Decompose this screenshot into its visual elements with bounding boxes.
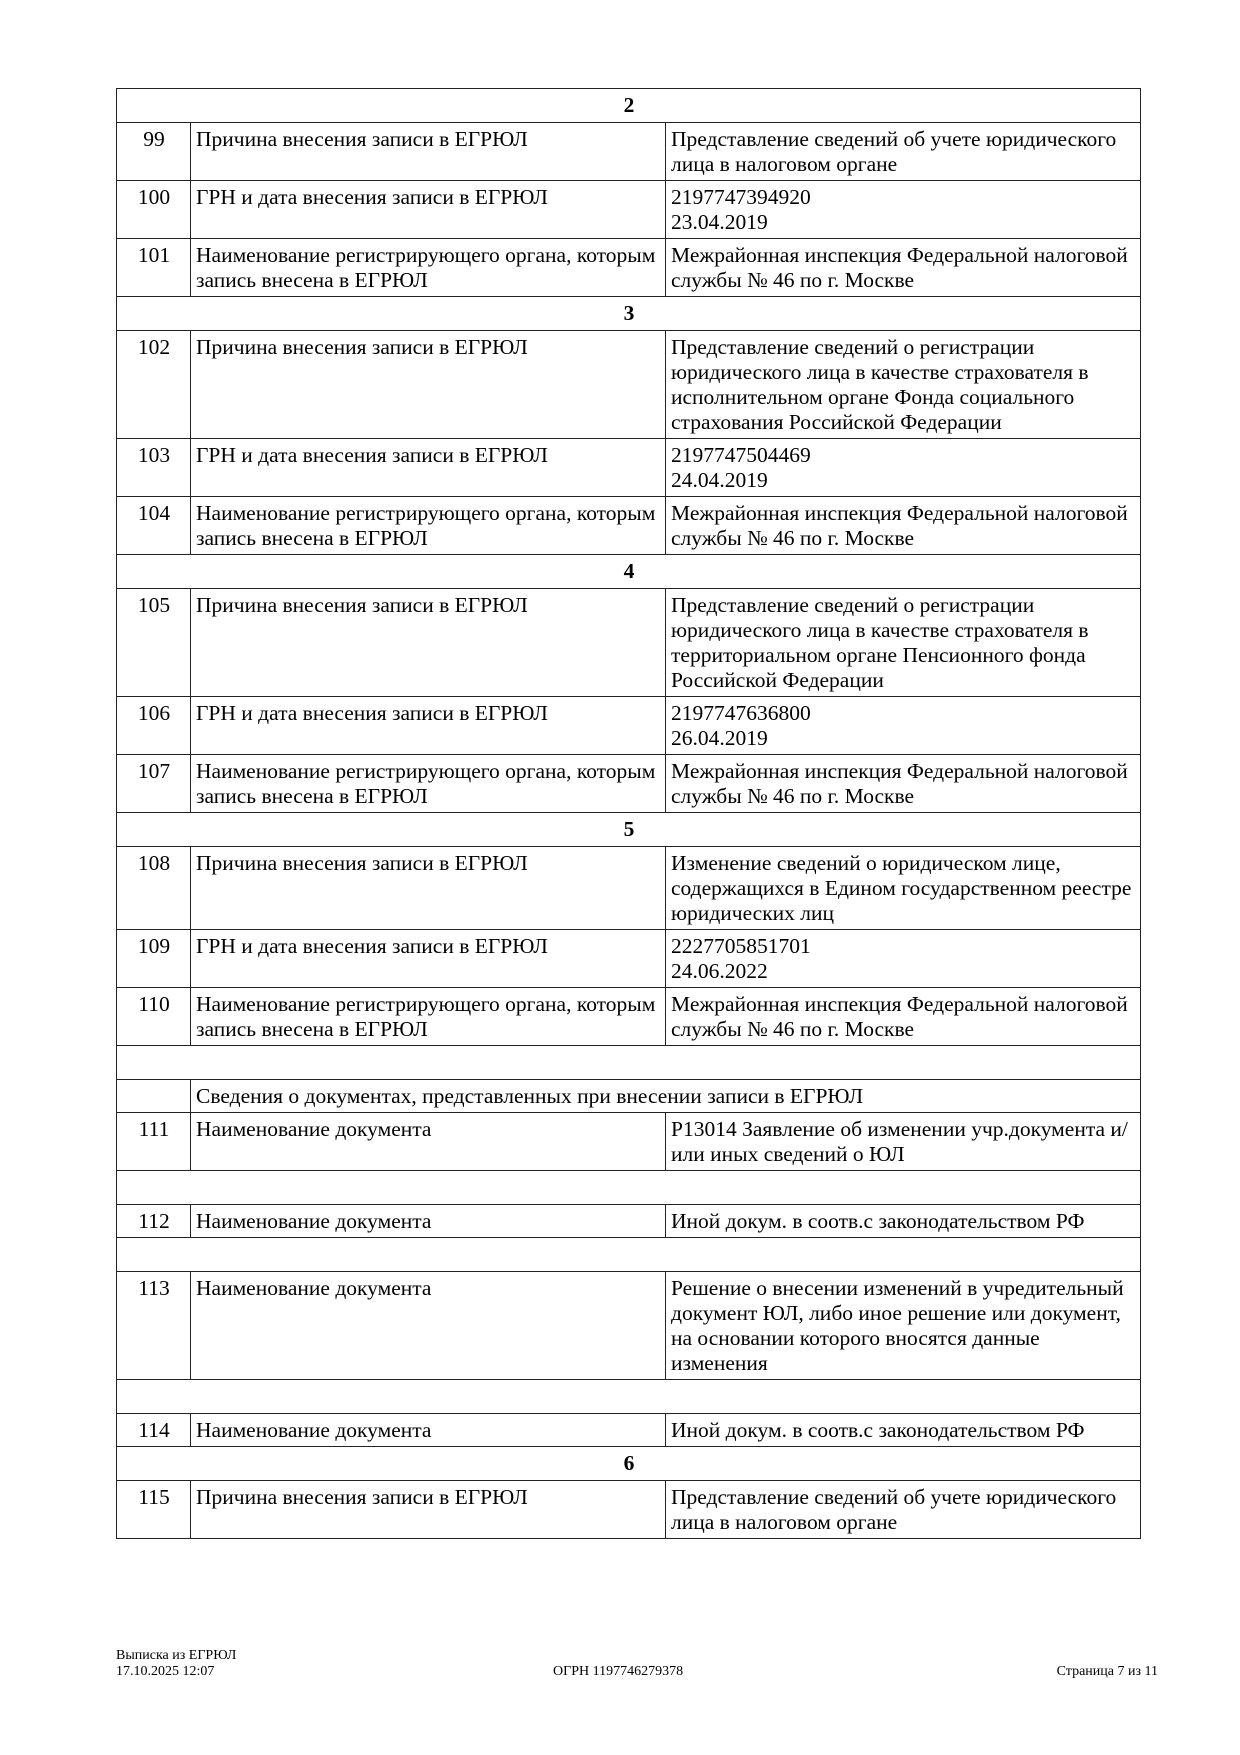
field-name: ГРН и дата внесения записи в ЕГРЮЛ xyxy=(191,439,666,497)
field-value xyxy=(666,589,1141,697)
row-number: 107 xyxy=(117,755,191,813)
blank-cell xyxy=(117,1046,1141,1080)
field-value xyxy=(666,847,1141,930)
section-number: 5 xyxy=(117,813,1141,847)
field-value-line: 2197747636800 xyxy=(671,701,811,725)
table-row xyxy=(117,755,1141,813)
blank-cell xyxy=(117,1238,1141,1272)
field-name: ГРН и дата внесения записи в ЕГРЮЛ xyxy=(191,930,666,988)
field-name: Причина внесения записи в ЕГРЮЛ xyxy=(191,123,666,181)
field-value-line: Представление сведений о регистрации юридического лица в качестве страхователя в исполнительном органе Фонда социального страхования Российской Федерации xyxy=(671,335,1089,434)
row-number: 113 xyxy=(117,1272,191,1380)
field-value-line: Межрайонная инспекция Федеральной налоговой службы № 46 по г. Москве xyxy=(671,992,1128,1041)
table-row xyxy=(117,988,1141,1046)
field-value xyxy=(666,181,1141,239)
blank-row xyxy=(117,1380,1141,1414)
field-value xyxy=(666,439,1141,497)
field-value-line: 24.04.2019 xyxy=(671,468,768,492)
section-header-row xyxy=(117,555,1141,589)
field-value xyxy=(666,755,1141,813)
table-row xyxy=(117,589,1141,697)
table-row xyxy=(117,181,1141,239)
row-number: 99 xyxy=(117,123,191,181)
row-number: 114 xyxy=(117,1414,191,1447)
section-header-row xyxy=(117,1447,1141,1481)
table-row xyxy=(117,123,1141,181)
field-value-line: Иной докум. в соотв.с законодательством РФ xyxy=(671,1209,1085,1233)
section-header-row xyxy=(117,297,1141,331)
field-value-line: 2197747504469 xyxy=(671,443,811,467)
row-number: 102 xyxy=(117,331,191,439)
field-name: Наименование регистрирующего органа, которым запись внесена в ЕГРЮЛ xyxy=(191,988,666,1046)
field-value xyxy=(666,1481,1141,1539)
blank-row xyxy=(117,1046,1141,1080)
row-number: 101 xyxy=(117,239,191,297)
table-row xyxy=(117,1414,1141,1447)
field-value xyxy=(666,697,1141,755)
row-number: 109 xyxy=(117,930,191,988)
field-value-line: 2197747394920 xyxy=(671,185,811,209)
table-row xyxy=(117,1113,1141,1171)
field-value-line: 26.04.2019 xyxy=(671,726,768,750)
field-name: Наименование регистрирующего органа, которым запись внесена в ЕГРЮЛ xyxy=(191,755,666,813)
row-number: 104 xyxy=(117,497,191,555)
field-value-line: Представление сведений об учете юридического лица в налоговом органе xyxy=(671,127,1117,176)
field-value xyxy=(666,1272,1141,1380)
blank-cell xyxy=(117,1380,1141,1414)
row-number: 115 xyxy=(117,1481,191,1539)
table-row xyxy=(117,439,1141,497)
blank-row xyxy=(117,1238,1141,1272)
field-name: Наименование регистрирующего органа, которым запись внесена в ЕГРЮЛ xyxy=(191,239,666,297)
field-name: ГРН и дата внесения записи в ЕГРЮЛ xyxy=(191,181,666,239)
section-header-row xyxy=(117,813,1141,847)
footer-datetime: 17.10.2025 12:07 xyxy=(116,1664,215,1679)
row-number: 111 xyxy=(117,1113,191,1171)
field-name: Причина внесения записи в ЕГРЮЛ xyxy=(191,589,666,697)
row-number: 112 xyxy=(117,1205,191,1238)
subheader-row xyxy=(117,1080,1141,1113)
table-row xyxy=(117,847,1141,930)
footer-ogrn: ОГРН 1197746279378 xyxy=(553,1664,684,1679)
row-number: 103 xyxy=(117,439,191,497)
field-name: ГРН и дата внесения записи в ЕГРЮЛ xyxy=(191,697,666,755)
field-value xyxy=(666,123,1141,181)
table-row xyxy=(117,930,1141,988)
egrul-extract-table xyxy=(116,88,1141,1539)
field-value xyxy=(666,988,1141,1046)
field-name: Причина внесения записи в ЕГРЮЛ xyxy=(191,1481,666,1539)
row-number: 108 xyxy=(117,847,191,930)
blank-row xyxy=(117,1171,1141,1205)
field-value-line: Представление сведений о регистрации юридического лица в качестве страхователя в территориальном органе Пенсионного фонда Российской Федерации xyxy=(671,593,1089,692)
field-name: Причина внесения записи в ЕГРЮЛ xyxy=(191,331,666,439)
table-row xyxy=(117,239,1141,297)
table-row xyxy=(117,1481,1141,1539)
section-number: 2 xyxy=(117,89,1141,123)
field-value-line: Межрайонная инспекция Федеральной налоговой службы № 46 по г. Москве xyxy=(671,501,1128,550)
row-number: 100 xyxy=(117,181,191,239)
field-value-line: Р13014 Заявление об изменении учр.документа и/или иных сведений о ЮЛ xyxy=(671,1117,1128,1166)
row-number: 105 xyxy=(117,589,191,697)
table-row xyxy=(117,331,1141,439)
footer-page-number: Страница 7 из 11 xyxy=(1056,1664,1158,1679)
field-value xyxy=(666,1414,1141,1447)
field-name: Причина внесения записи в ЕГРЮЛ xyxy=(191,847,666,930)
field-value-line: Иной докум. в соотв.с законодательством РФ xyxy=(671,1418,1085,1442)
footer-left xyxy=(116,1648,236,1680)
field-value-line: 2227705851701 xyxy=(671,934,811,958)
field-value-line: Межрайонная инспекция Федеральной налоговой службы № 46 по г. Москве xyxy=(671,759,1128,808)
field-value xyxy=(666,1113,1141,1171)
field-value-line: Изменение сведений о юридическом лице, содержащихся в Едином государственном реестре юридических лиц xyxy=(671,851,1132,925)
field-value xyxy=(666,331,1141,439)
blank-cell xyxy=(117,1171,1141,1205)
table-body xyxy=(117,89,1141,1539)
row-number: 106 xyxy=(117,697,191,755)
field-name: Наименование документа xyxy=(191,1205,666,1238)
section-number: 3 xyxy=(117,297,1141,331)
section-header-row xyxy=(117,89,1141,123)
table-row xyxy=(117,497,1141,555)
table-row xyxy=(117,1272,1141,1380)
field-value-line: Межрайонная инспекция Федеральной налоговой службы № 46 по г. Москве xyxy=(671,243,1128,292)
table-row xyxy=(117,1205,1141,1238)
field-value xyxy=(666,930,1141,988)
field-name: Наименование документа xyxy=(191,1272,666,1380)
field-value-line: 24.06.2022 xyxy=(671,959,768,983)
section-number: 4 xyxy=(117,555,1141,589)
footer-doc-title: Выписка из ЕГРЮЛ xyxy=(116,1648,237,1663)
field-value xyxy=(666,497,1141,555)
field-value-line: Представление сведений об учете юридического лица в налоговом органе xyxy=(671,1485,1117,1534)
empty-num-cell xyxy=(117,1080,191,1113)
field-value xyxy=(666,1205,1141,1238)
field-name: Наименование документа xyxy=(191,1113,666,1171)
field-name: Наименование регистрирующего органа, которым запись внесена в ЕГРЮЛ xyxy=(191,497,666,555)
row-number: 110 xyxy=(117,988,191,1046)
subheader-label: Сведения о документах, представленных при внесении записи в ЕГРЮЛ xyxy=(191,1080,1141,1113)
field-value xyxy=(666,239,1141,297)
field-name: Наименование документа xyxy=(191,1414,666,1447)
field-value-line: Решение о внесении изменений в учредительный документ ЮЛ, либо иное решение или документ, на основании которого вносятся данные изменения xyxy=(671,1276,1124,1375)
field-value-line: 23.04.2019 xyxy=(671,210,768,234)
section-number: 6 xyxy=(117,1447,1141,1481)
table-row xyxy=(117,697,1141,755)
